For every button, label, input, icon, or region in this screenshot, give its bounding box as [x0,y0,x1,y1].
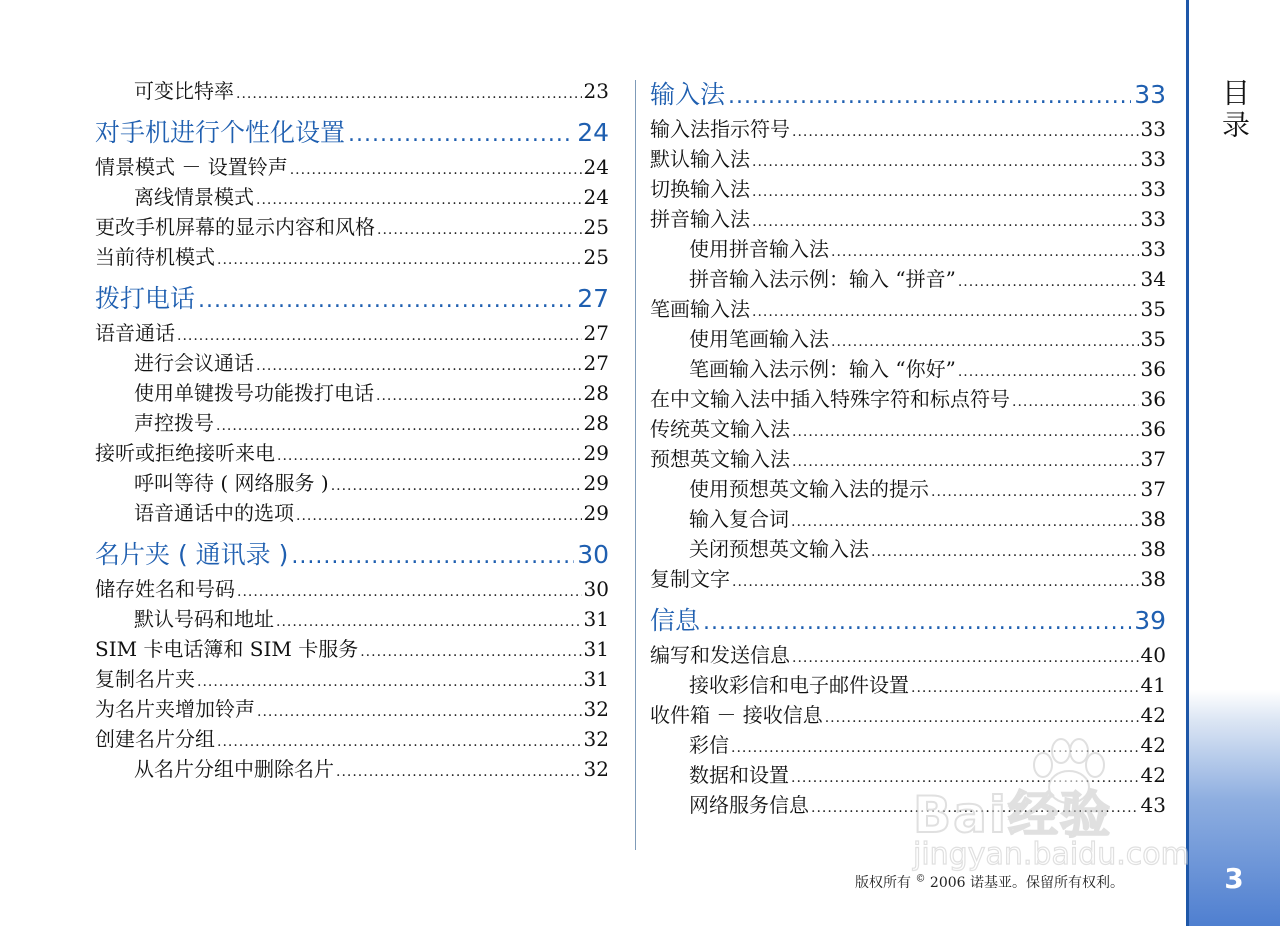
dot-leader [958,267,1139,297]
toc-entry[interactable] [95,212,609,242]
dot-leader [257,697,582,727]
toc-subentry[interactable] [95,604,609,634]
toc-page-number: 33 [1140,117,1166,141]
toc-label: 复制名片夹 [95,667,195,691]
toc-label: 使用预想英文输入法的提示 [689,477,929,501]
toc-label: 进行会议通话 [134,351,254,375]
copyright-symbol: © [915,873,926,885]
toc-label: 预想英文输入法 [650,447,790,471]
toc-subentry[interactable] [650,324,1166,354]
toc-subentry[interactable] [650,474,1166,504]
toc-page-number: 32 [583,727,609,751]
dot-leader [360,637,581,667]
dot-leader [752,147,1139,177]
toc-page-number: 24 [583,185,609,209]
dot-leader [931,477,1139,507]
toc-label: 接听或拒绝接听来电 [95,441,275,465]
dot-leader [236,79,582,109]
toc-subentry[interactable] [95,76,609,106]
toc-label: 默认号码和地址 [134,607,274,631]
dot-leader [177,321,582,351]
toc-label: 当前待机模式 [95,245,215,269]
toc-page-number: 23 [583,79,609,103]
toc-page-number: 37 [1140,477,1166,501]
toc-page-number: 39 [1134,606,1166,635]
toc-entry[interactable] [650,204,1166,234]
toc-section-heading[interactable] [95,536,609,574]
dot-leader [911,673,1139,703]
toc-section-heading[interactable] [650,76,1166,114]
toc-label: 使用笔画输入法 [689,327,829,351]
toc-entry[interactable] [650,174,1166,204]
toc-label: 切换输入法 [650,177,750,201]
toc-label: 收件箱 － 接收信息 [650,703,823,727]
toc-label: 名片夹 ( 通讯录 ) [95,540,289,569]
toc-page-number: 32 [583,697,609,721]
toc-entry[interactable] [95,152,609,182]
dot-leader [296,501,582,531]
toc-label: 网络服务信息 [689,793,809,817]
page-number: 3 [1224,862,1244,895]
toc-page-number: 36 [1140,357,1166,381]
toc-label: 在中文输入法中插入特殊字符和标点符号 [650,387,1010,411]
toc-entry[interactable] [95,664,609,694]
dot-leader [792,643,1139,673]
toc-label: 拼音输入法示例：输入 “拼音” [689,267,956,291]
toc-label: 笔画输入法示例：输入 “你好” [689,357,956,381]
toc-subentry[interactable] [95,348,609,378]
toc-label: 从名片分组中删除名片 [134,757,334,781]
dot-leader [792,117,1139,147]
toc-page-number: 35 [1140,297,1166,321]
toc-subentry[interactable] [95,468,609,498]
toc-page-number: 34 [1140,267,1166,291]
toc-entry[interactable] [650,444,1166,474]
toc-subentry[interactable] [650,534,1166,564]
toc-label: 为名片夹增加铃声 [95,697,255,721]
toc-label: 复制文字 [650,567,730,591]
toc-subentry[interactable] [95,498,609,528]
dot-leader [256,185,582,215]
dot-leader [197,667,582,697]
toc-label: 关闭预想英文输入法 [689,537,869,561]
toc-section-heading[interactable] [650,602,1166,640]
toc-right-column [650,76,1166,820]
toc-label: 创建名片分组 [95,727,215,751]
dot-leader [831,327,1139,357]
toc-subentry[interactable] [650,264,1166,294]
dot-leader [217,727,582,757]
baidu-watermark [905,735,1205,875]
toc-page-number: 42 [1140,733,1166,757]
toc-label: SIM 卡电话簿和 SIM 卡服务 [95,637,359,661]
dot-leader [290,155,582,185]
toc-label: 输入法指示符号 [650,117,790,141]
toc-section-heading[interactable] [95,114,609,152]
copyright-footer [855,872,1124,892]
toc-label: 笔画输入法 [650,297,750,321]
dot-leader [752,177,1139,207]
toc-page-number: 36 [1140,417,1166,441]
toc-page-number: 28 [583,411,609,435]
watermark-url: jingyan.baidu.com [913,837,1190,872]
toc-subentry[interactable] [95,754,609,784]
toc-page-number: 30 [583,577,609,601]
toc-page-number: 42 [1140,703,1166,727]
toc-page-number: 33 [1134,80,1166,109]
toc-page-number: 38 [1140,537,1166,561]
toc-page-number: 33 [1140,207,1166,231]
dot-leader [336,757,582,787]
toc-page-number: 35 [1140,327,1166,351]
dot-leader [376,381,582,411]
toc-page-number: 27 [583,321,609,345]
dot-leader [377,215,582,245]
toc-page-number: 31 [583,667,609,691]
dot-leader [752,207,1139,237]
toc-label: 语音通话中的选项 [134,501,294,525]
toc-subentry[interactable] [650,670,1166,700]
toc-subentry[interactable] [650,504,1166,534]
toc-page-number: 40 [1140,643,1166,667]
toc-subentry[interactable] [95,378,609,408]
toc-label: 编写和发送信息 [650,643,790,667]
dot-leader [198,282,574,320]
toc-page-number: 29 [583,471,609,495]
toc-left-column [95,76,609,784]
watermark-brand: Bai经验 [913,786,1112,844]
toc-label: 对手机进行个性化设置 [95,118,346,147]
toc-label: 使用单键拨号功能拨打电话 [134,381,374,405]
toc-subentry[interactable] [95,408,609,438]
toc-page-number: 27 [583,351,609,375]
toc-label: 使用拼音输入法 [689,237,829,261]
toc-entry[interactable] [650,640,1166,670]
dot-leader [871,537,1139,567]
toc-label: 储存姓名和号码 [95,577,235,601]
toc-entry[interactable] [95,574,609,604]
toc-page-number: 25 [583,215,609,239]
toc-page-number: 24 [577,118,609,147]
toc-page-number: 33 [1140,177,1166,201]
toc-page-number: 24 [583,155,609,179]
toc-page-number: 41 [1140,673,1166,697]
toc-entry[interactable] [650,700,1166,730]
toc-page-number: 29 [583,441,609,465]
toc-entry[interactable] [650,114,1166,144]
toc-entry[interactable] [95,724,609,754]
toc-page-number: 27 [577,284,609,313]
toc-entry[interactable] [95,634,609,664]
section-title: 目录 [1218,78,1251,142]
toc-page-number: 38 [1140,507,1166,531]
toc-page-number: 36 [1140,387,1166,411]
toc-entry[interactable] [650,144,1166,174]
toc-section-heading[interactable] [95,280,609,318]
toc-entry[interactable] [650,384,1166,414]
toc-entry[interactable] [95,694,609,724]
dot-leader [792,417,1139,447]
toc-label: 声控拨号 [134,411,214,435]
dot-leader [216,411,582,441]
dot-leader [732,567,1139,597]
toc-subentry[interactable] [650,354,1166,384]
toc-page-number: 33 [1140,237,1166,261]
dot-leader [331,471,582,501]
toc-label: 可变比特率 [134,79,234,103]
toc-page-number: 31 [583,637,609,661]
toc-label: 输入法 [650,80,726,109]
toc-label: 数据和设置 [689,763,789,787]
dot-leader [791,507,1139,537]
toc-label: 彩信 [689,733,729,757]
toc-entry[interactable] [95,242,609,272]
dot-leader [958,357,1139,387]
dot-leader [1012,387,1139,417]
toc-label: 拨打电话 [95,284,196,313]
toc-page-number: 38 [1140,567,1166,591]
dot-leader [276,607,582,637]
toc-label: 情景模式 － 设置铃声 [95,155,288,179]
toc-entry[interactable] [95,438,609,468]
toc-page-number: 32 [583,757,609,781]
toc-label: 呼叫等待 ( 网络服务 ) [134,471,329,495]
dot-leader [217,245,582,275]
toc-page-number: 29 [583,501,609,525]
toc-entry[interactable] [650,564,1166,594]
column-divider [635,80,636,850]
toc-entry[interactable] [95,318,609,348]
toc-entry[interactable] [650,414,1166,444]
toc-label: 离线情景模式 [134,185,254,209]
toc-entry[interactable] [650,294,1166,324]
toc-label: 语音通话 [95,321,175,345]
dot-leader [831,237,1139,267]
toc-page-number: 33 [1140,147,1166,171]
toc-page-number: 43 [1140,793,1166,817]
dot-leader [825,703,1139,733]
dot-leader [792,447,1139,477]
dot-leader [256,351,582,381]
toc-label: 默认输入法 [650,147,750,171]
toc-label: 传统英文输入法 [650,417,790,441]
dot-leader [237,577,582,607]
toc-label: 拼音输入法 [650,207,750,231]
dot-leader [752,297,1139,327]
toc-subentry[interactable] [95,182,609,212]
toc-label: 更改手机屏幕的显示内容和风格 [95,215,375,239]
dot-leader [348,116,574,154]
toc-label: 接收彩信和电子邮件设置 [689,673,909,697]
toc-page-number: 28 [583,381,609,405]
toc-page-number: 25 [583,245,609,269]
toc-page-number: 30 [577,540,609,569]
footer-suffix: 2006 诺基亚。保留所有权利。 [929,875,1124,891]
dot-leader [291,538,574,576]
toc-label: 信息 [650,606,701,635]
toc-page-number: 42 [1140,763,1166,787]
dot-leader [277,441,582,471]
toc-page-number: 31 [583,607,609,631]
dot-leader [703,604,1131,642]
footer-prefix: 版权所有 [855,875,911,891]
toc-subentry[interactable] [650,234,1166,264]
toc-page-number: 37 [1140,447,1166,471]
toc-label: 输入复合词 [689,507,789,531]
dot-leader [728,78,1131,116]
